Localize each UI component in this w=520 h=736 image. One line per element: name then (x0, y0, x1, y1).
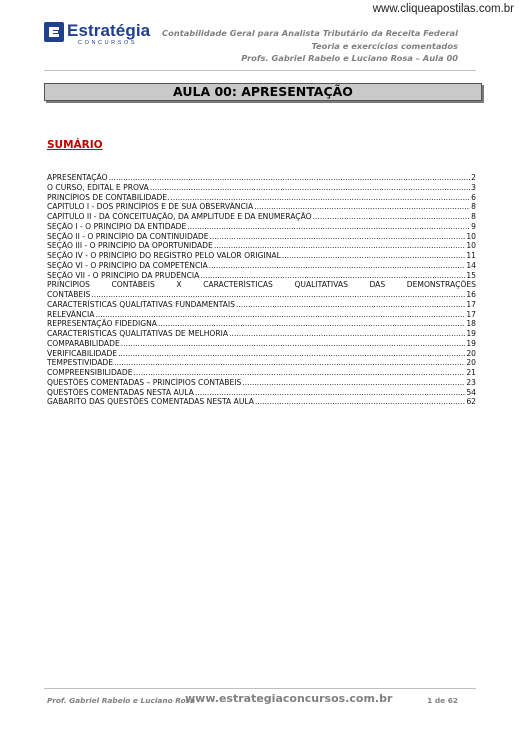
toc-entry-page: 14 (466, 260, 476, 270)
toc-entry[interactable] (47, 183, 476, 193)
toc-leader (195, 388, 466, 398)
toc-entry-title: COMPARABILIDADE (47, 338, 120, 348)
table-of-contents (47, 173, 476, 407)
toc-entry[interactable] (47, 261, 476, 271)
toc-entry-title: CARACTERÍSTICAS QUALITATIVAS FUNDAMENTAIS (47, 299, 235, 309)
toc-leader (209, 261, 466, 271)
toc-entry[interactable] (47, 378, 476, 388)
toc-entry[interactable] (47, 329, 476, 339)
toc-leader (109, 173, 471, 183)
toc-entry-title: CAPÍTULO II - DA CONCEITUAÇÃO, DA AMPLITUDE E DA ENUMERAÇÃO (47, 212, 312, 221)
toc-leader (229, 329, 465, 339)
toc-entry[interactable] (47, 349, 476, 359)
toc-entry[interactable] (47, 280, 476, 290)
watermark-url: www.cliqueapostilas.com.br (372, 3, 514, 15)
toc-entry-page: 20 (466, 358, 476, 368)
toc-entry-page: 9 (471, 221, 476, 231)
toc-entry-title: SEÇÃO II - O PRINCÍPIO DA CONTINUIDADE (47, 231, 209, 241)
toc-leader (158, 319, 465, 329)
toc-leader (214, 241, 466, 251)
toc-leader (91, 290, 465, 300)
toc-leader (242, 378, 465, 388)
toc-entry[interactable] (47, 241, 476, 251)
toc-entry-title: QUESTÕES COMENTADAS NESTA AULA (47, 387, 194, 397)
toc-leader (150, 183, 470, 193)
toc-leader (171, 193, 471, 203)
toc-entry-page: 19 (466, 338, 476, 348)
toc-leader (121, 339, 466, 349)
toc-entry[interactable] (47, 388, 476, 398)
toc-entry-page: 23 (466, 377, 476, 387)
toc-entry-title: CARACTERÍSTICAS QUALITATIVAS DE MELHORIA (47, 329, 229, 338)
footer-divider (44, 688, 476, 689)
toc-entry-continued[interactable] (47, 290, 476, 300)
toc-leader (187, 222, 470, 232)
toc-entry[interactable] (47, 202, 476, 212)
toc-entry-page: 11 (466, 251, 476, 260)
toc-entry-page: 15 (466, 270, 476, 280)
header-divider (44, 70, 476, 71)
toc-entry[interactable] (47, 271, 476, 281)
toc-leader (210, 232, 466, 242)
toc-entry[interactable] (47, 300, 476, 310)
header-subtitle: Teoria e exercícios comentados (311, 40, 458, 51)
toc-entry-page: 10 (466, 231, 476, 241)
toc-entry-page: 20 (466, 348, 476, 358)
toc-entry-title: QUESTÕES COMENTADAS – PRINCÍPIOS CONTÁBEIS (47, 377, 242, 387)
header-authors: Profs. Gabriel Rabelo e Luciano Rosa – Aula 00 (241, 53, 458, 63)
header-course: Contabilidade Geral para Analista Tributário da Receita Federal (162, 28, 458, 38)
toc-entry-title: SEÇÃO I - O PRINCÍPIO DA ENTIDADE (47, 221, 187, 231)
toc-leader (114, 358, 465, 368)
toc-entry-title: SEÇÃO VII - O PRINCÍPIO DA PRUDÊNCIA (47, 270, 200, 280)
toc-entry[interactable] (47, 222, 476, 232)
logo-subtitle: CONCURSOS (78, 40, 138, 46)
toc-entry[interactable] (47, 232, 476, 242)
toc-entry-title: TEMPESTIVIDADE (47, 358, 114, 368)
toc-entry-page: 17 (466, 309, 476, 319)
toc-entry-title: SEÇÃO III - O PRINCÍPIO DA OPORTUNIDADE (47, 241, 213, 251)
toc-entry-title: CONTÁBEIS (47, 290, 91, 299)
toc-entry[interactable] (47, 251, 476, 261)
footer-website[interactable]: www.estrategiaconcursos.com.br (185, 692, 393, 705)
toc-entry-title: PRINCÍPIOS DE CONTABILIDADE. (47, 192, 170, 202)
toc-entry-page: 16 (466, 290, 476, 299)
page-number: 1 de 62 (427, 696, 458, 705)
toc-entry-page: 8 (471, 212, 476, 221)
toc-entry-page: 8 (471, 202, 476, 212)
toc-entry[interactable] (47, 310, 476, 320)
toc-entry-title: RELEVÂNCIA (47, 309, 95, 319)
toc-entry-page: 10 (466, 241, 476, 251)
footer-authors: Prof. Gabriel Rabelo e Luciano Rosa (47, 696, 196, 705)
toc-entry-title: VERIFICABILIDADE (47, 348, 118, 358)
toc-entry-title: REPRESENTAÇÃO FIDEDIGNA (47, 319, 157, 329)
toc-entry-title: CAPÍTULO I - DOS PRINCÍPIOS E DE SUA OBSERVÂNCIA (47, 202, 254, 212)
toc-leader (255, 397, 465, 407)
toc-entry-title: PRINCÍPIOS CONTÁBEIS X CARACTERÍSTICAS QUALITATIVAS DAS DEMONSTRAÇÕES (47, 280, 476, 290)
toc-leader (134, 368, 466, 378)
toc-entry-title: O CURSO, EDITAL E PROVA (47, 182, 149, 192)
toc-entry-title: GABARITO DAS QUESTÕES COMENTADAS NESTA AULA (47, 397, 254, 407)
summary-heading: SUMÁRIO (47, 139, 103, 151)
toc-leader (236, 300, 465, 310)
logo-mark-icon (44, 22, 64, 42)
toc-leader (200, 271, 465, 281)
logo-name: Estratégia (67, 21, 151, 40)
toc-leader (254, 202, 470, 212)
toc-entry[interactable] (47, 339, 476, 349)
toc-leader (282, 251, 465, 261)
toc-entry[interactable] (47, 193, 476, 203)
toc-leader (313, 212, 471, 222)
toc-entry[interactable] (47, 368, 476, 378)
toc-entry[interactable] (47, 397, 476, 407)
toc-entry[interactable] (47, 212, 476, 222)
toc-entry-title: SEÇÃO VI - O PRINCÍPIO DA COMPETÊNCIA (47, 260, 208, 270)
toc-leader (95, 310, 465, 320)
toc-entry-page: 54 (466, 387, 476, 397)
toc-entry-page: 62 (466, 397, 476, 407)
page-title: AULA 00: APRESENTAÇÃO (44, 83, 482, 101)
toc-entry-page: 19 (466, 329, 476, 338)
toc-entry[interactable] (47, 319, 476, 329)
toc-entry-page: 21 (466, 368, 476, 377)
toc-entry[interactable] (47, 173, 476, 183)
toc-entry-page: 6 (471, 192, 476, 202)
toc-entry-page: 18 (466, 319, 476, 329)
toc-entry-title: COMPREENSIBILIDADE (47, 368, 133, 377)
toc-leader (118, 349, 465, 359)
document-header (162, 27, 458, 65)
toc-entry[interactable] (47, 358, 476, 368)
toc-entry-title: SEÇÃO IV - O PRINCÍPIO DO REGISTRO PELO VALOR ORIGINAL (47, 251, 281, 260)
toc-entry-page: 3 (471, 182, 476, 192)
toc-entry-title: APRESENTAÇÃO (47, 173, 108, 182)
toc-entry-page: 17 (466, 299, 476, 309)
page-footer (47, 693, 458, 707)
toc-entry-page: 2 (471, 173, 476, 182)
